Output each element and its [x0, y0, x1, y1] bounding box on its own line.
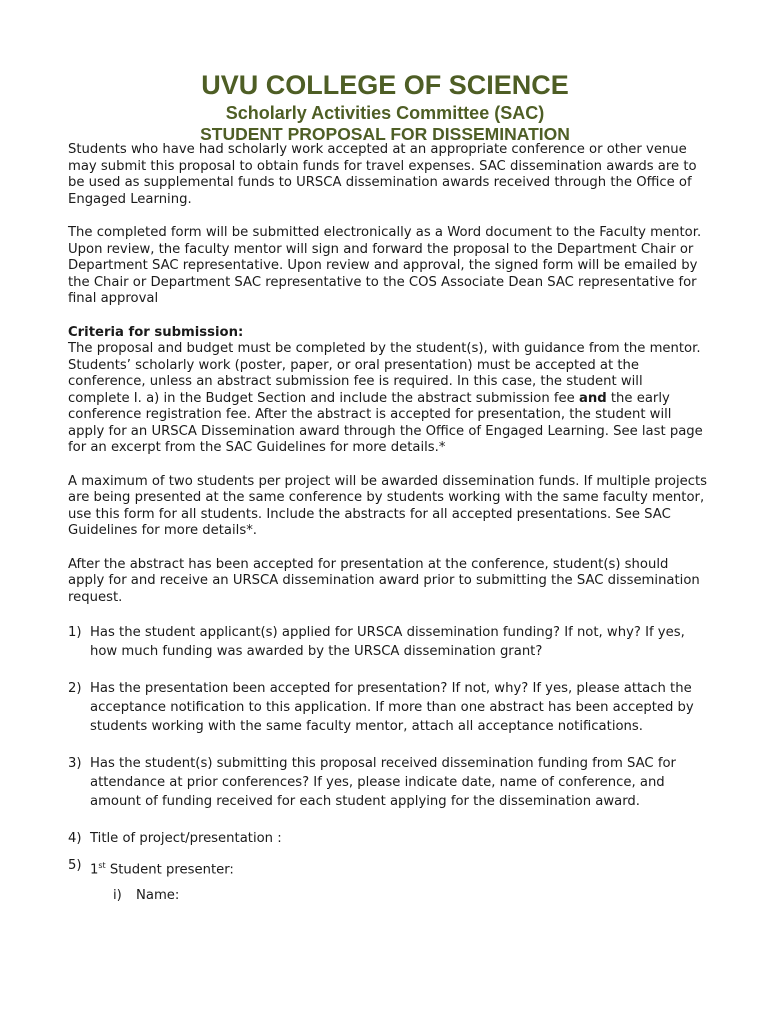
question-number: 3)	[68, 756, 82, 771]
question-text: Title of project/presentation :	[90, 831, 282, 846]
presenter-name-row	[68, 886, 708, 905]
question-item	[68, 679, 708, 736]
question-text: Has the presentation been accepted for presentation? If not, why? If yes, please attach the acceptance notification to this application. If more than one abstract has been accepted by students working with the same faculty mentor, attach all acceptance notifications.	[90, 681, 694, 734]
question-number: 1)	[68, 625, 82, 640]
intro-paragraph: Students who have had scholarly work accepted at an appropriate conference or other venue may submit this proposal to obtain funds for travel expenses. SAC dissemination awards are to be used as supplemental funds to URSCA dissemination awards received through the Office of Engaged Learning.	[68, 142, 697, 207]
question-item	[68, 623, 708, 661]
question-item	[68, 754, 708, 811]
max-students-paragraph: A maximum of two students per project will be awarded dissemination funds. If multiple projects are being presented at the same conference by students working with the same faculty mentor, use this form for all students. Include the abstracts for all accepted presentations. See SAC Guidelines for more details*.	[68, 473, 708, 538]
question-number: 2)	[68, 681, 82, 696]
criteria-heading: Criteria for submission:	[68, 324, 244, 340]
presenter-label: Student presenter:	[105, 862, 234, 878]
criteria-text-1: The proposal and budget must be completed by the student(s), with guidance from the mentor. Students’ scholarly work (poster, paper, or oral presentation) must be accepted at the conference, unless an abstract submission fee is required. In this case, the student will complete I. a) in the Budget Section and include the abstract submission fee	[68, 341, 701, 406]
submission-paragraph: The completed form will be submitted electronically as a Word document to the Faculty mentor. Upon review, the faculty mentor will sign and forward the proposal to the Department Chair or Department SAC representative. Upon review and approval, the signed form will be emailed by the Chair or Department SAC representative to the COS Associate Dean SAC representative for final approval	[68, 225, 702, 306]
header	[0, 68, 770, 144]
question-number: 4)	[68, 831, 82, 846]
sub-item-number: i)	[113, 888, 122, 904]
document-body	[68, 142, 708, 905]
presenter-ordinal-suffix: st	[98, 861, 106, 870]
after-abstract-paragraph: After the abstract has been accepted for presentation at the conference, student(s) should apply for and receive an URSCA dissemination award prior to submitting the SAC dissemination request.	[68, 556, 700, 605]
question-item-presenter	[68, 856, 708, 879]
presenter-ordinal: 1	[90, 862, 99, 878]
question-number: 5)	[68, 858, 82, 873]
criteria-text-2: the early conference registration fee. After the abstract is accepted for presentation, the student will apply for an URSCA Dissemination award through the Office of Engaged Learning. See last page for an excerpt from the SAC Guidelines for more details.*	[68, 390, 703, 455]
presenter-name-label: Name:	[136, 888, 180, 904]
page-subtitle: Scholarly Activities Committee (SAC)	[225, 103, 545, 123]
criteria-bold-and: and	[578, 390, 607, 406]
form-title: STUDENT PROPOSAL FOR DISSEMINATION	[200, 124, 570, 144]
question-item	[68, 829, 708, 848]
criteria-section	[68, 325, 708, 457]
page-title: UVU COLLEGE OF SCIENCE	[201, 70, 569, 100]
question-list	[68, 623, 708, 879]
question-text: Has the student(s) submitting this proposal received dissemination funding from SAC for attendance at prior conferences? If yes, please indicate date, name of conference, and amount of funding received for each student applying for the dissemination award.	[90, 756, 676, 809]
question-text: Has the student applicant(s) applied for URSCA dissemination funding? If not, why? If yes, how much funding was awarded by the URSCA dissemination grant?	[90, 625, 685, 659]
